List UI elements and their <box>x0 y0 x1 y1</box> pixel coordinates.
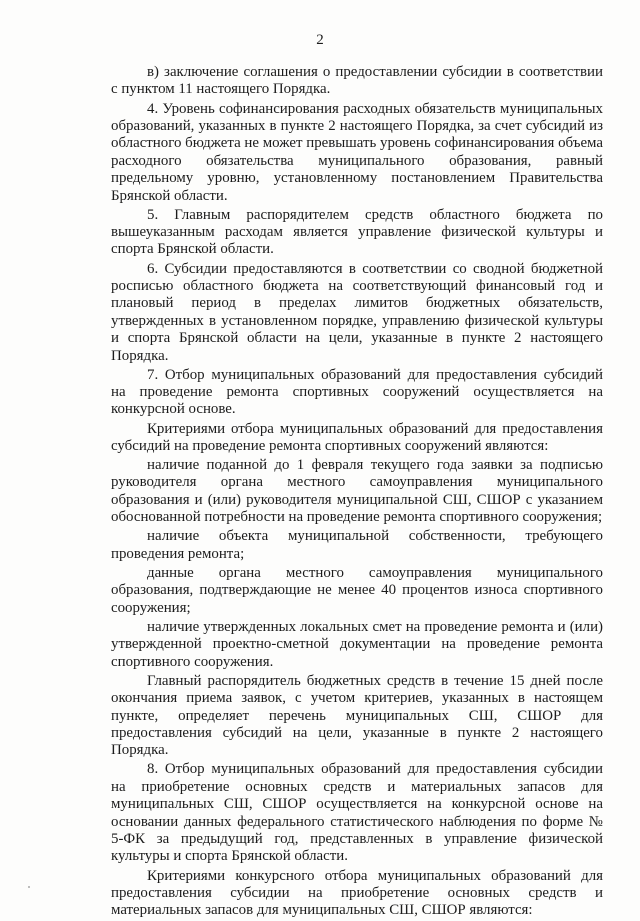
criterion-wear-data: данные органа местного самоуправления муниципального образования, подтверждающие не менее 40 процентов износа спортивного сооружения; <box>111 564 603 616</box>
page-number: 2 <box>316 32 324 48</box>
paragraph-7-distributor: Главный распорядитель бюджетных средств в течение 15 дней после окончания приема заявок, с учетом критериев, указанных в настоящем пункте, определяет перечень муниципальных СШ, СШОР для предоставления субсидий на цели, указанные в пункте 2 настоящего Порядка. <box>111 672 603 759</box>
paragraph-7: 7. Отбор муниципальных образований для предоставления субсидий на проведение ремонта спортивных сооружений осуществляется на конкурсной основе. <box>111 366 603 418</box>
document-body <box>111 64 603 921</box>
paragraph-8: 8. Отбор муниципальных образований для предоставления субсидии на приобретение основных средств и материальных запасов для муниципальных СШ, СШОР осуществляется на конкурсной основе на основании данных федерального статистического наблюдения по форме № 5-ФК за предыдущий год, представленных в управление физической культуры и спорта Брянской области. <box>111 761 603 865</box>
paragraph-3v: в) заключение соглашения о предоставлении субсидии в соответствии с пунктом 11 настоящего Порядка. <box>111 64 603 98</box>
paragraph-8-criteria-intro: Критериями конкурсного отбора муниципальных образований для предоставления субсидии на приобретение основных средств и материальных запасов для муниципальных СШ, СШОР являются: <box>111 867 603 919</box>
criterion-estimates: наличие утвержденных локальных смет на проведение ремонта и (или) утвержденной проектно-сметной документации на проведение ремонта спортивного сооружения. <box>111 618 603 670</box>
paragraph-4: 4. Уровень софинансирования расходных обязательств муниципальных образований, указанных в пункте 2 настоящего Порядка, за счет субсидий из областного бюджета не может превышать уровень софинансирования объема расходного обязательства муниципального образования, равный предельному уровню, установленному постановлением Правительства Брянской области. <box>111 100 603 204</box>
criterion-municipal-property: наличие объекта муниципальной собственности, требующего проведения ремонта; <box>111 528 603 562</box>
paragraph-5: 5. Главным распорядителем средств областного бюджета по вышеуказанным расходам является управление физической культуры и спорта Брянской области. <box>111 206 603 258</box>
scan-artifact <box>28 886 30 888</box>
criterion-application: наличие поданной до 1 февраля текущего года заявки за подписью руководителя органа местного самоуправления муниципального образования и (или) руководителя муниципальной СШ, СШОР с указанием обоснованной потребности на проведение ремонта спортивного сооружения; <box>111 457 603 526</box>
paragraph-7-criteria-intro: Критериями отбора муниципальных образований для предоставления субсидий на проведение ремонта спортивных сооружений являются: <box>111 420 603 454</box>
paragraph-6: 6. Субсидии предоставляются в соответствии со сводной бюджетной росписью областного бюджета на соответствующий финансовый год и плановый период в пределах лимитов бюджетных обязательств, утвержденных в установленном порядке, управлению физической культуры и спорта Брянской области на цели, указанные в пункте 2 настоящего Порядка. <box>111 260 603 364</box>
